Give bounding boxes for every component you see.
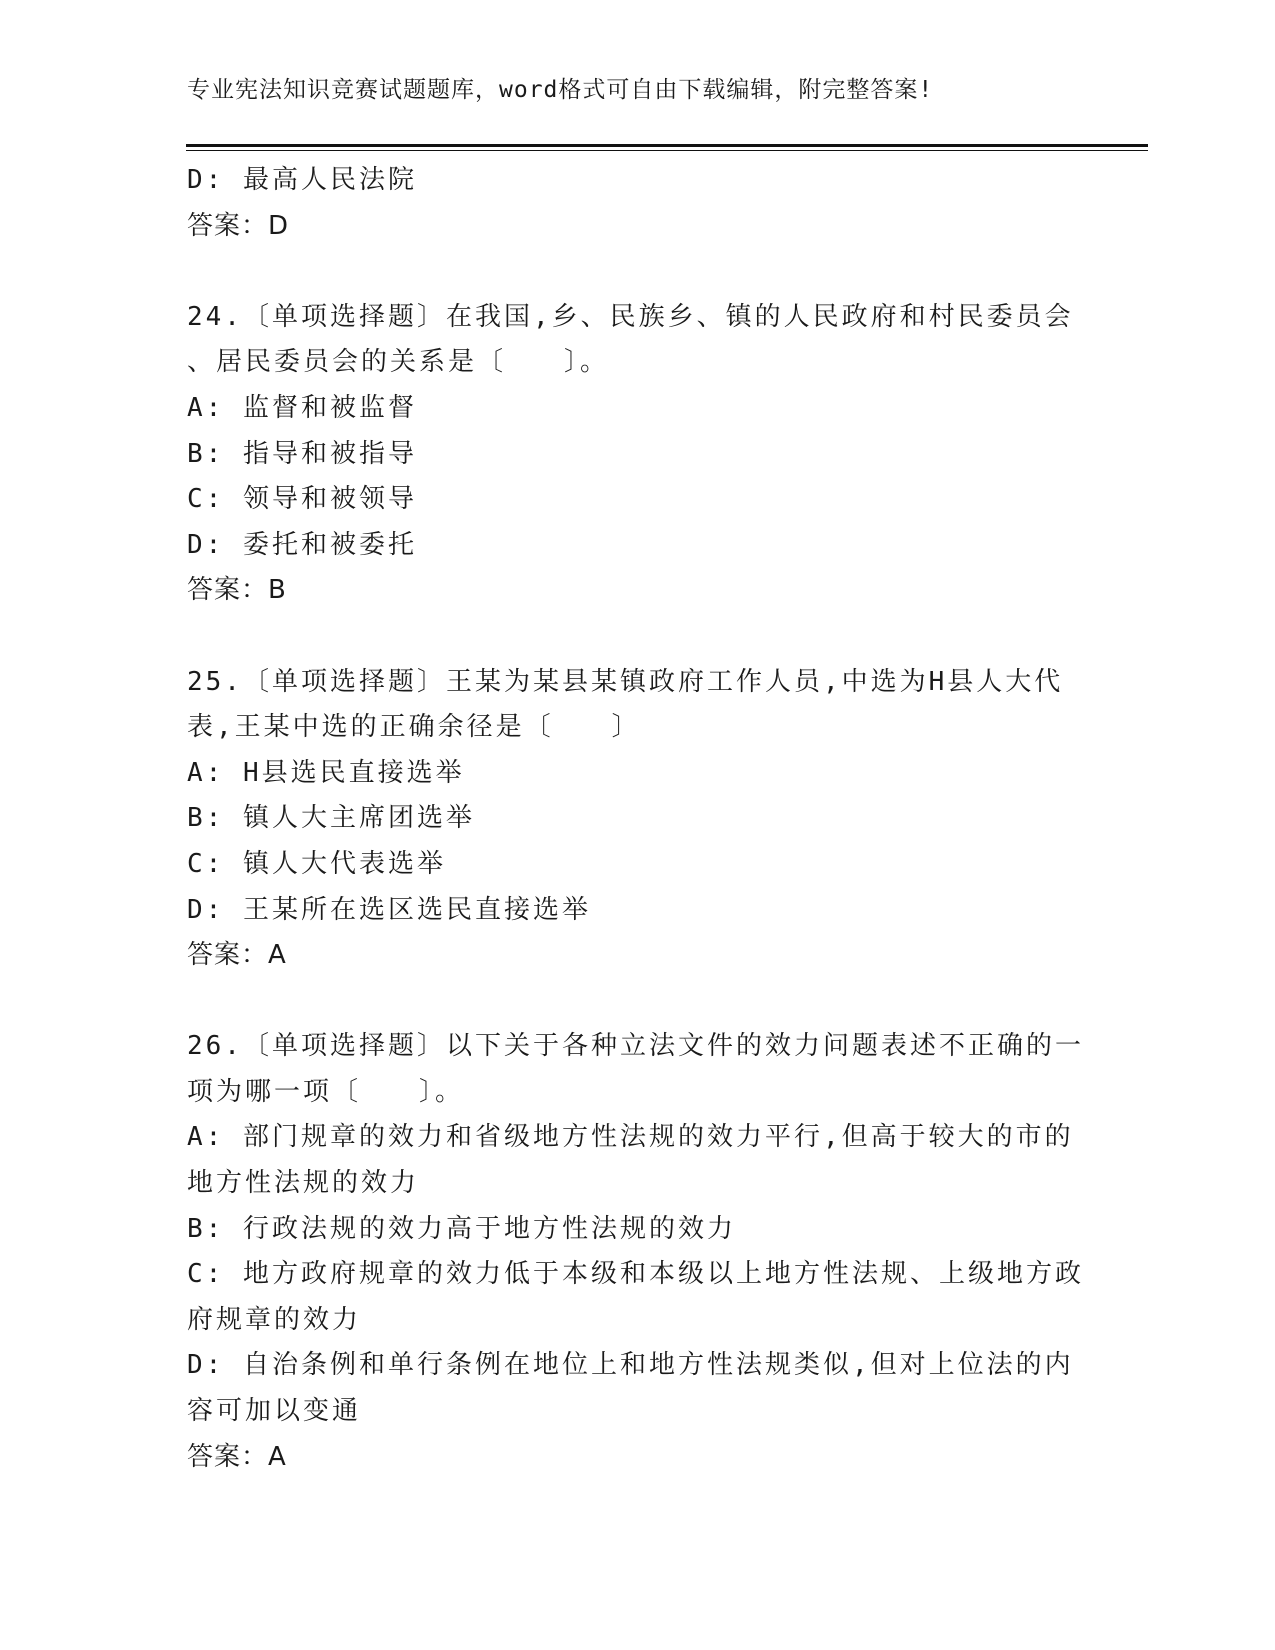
option-d: D: 王某所在选区选民直接选举 [187,894,591,925]
question-24 [187,295,1087,614]
question-stem-line: 、居民委员会的关系是〔 〕。 [187,347,610,378]
spacer [187,979,1087,1025]
option-a-continued: 地方性法规的效力 [187,1168,420,1199]
question-stem-line: 表,王某中选的正确余径是〔 〕 [187,712,641,743]
prev-option-d: D: 最高人民法院 [187,165,417,195]
answer: 答案：B [187,575,287,606]
option-d: D: 自治条例和单行条例在地位上和地方性法规类似,但对上位法的内 [187,1350,1074,1381]
option-d: D: 委托和被委托 [187,529,417,560]
question-stem-line: 项为哪一项〔 〕。 [187,1076,465,1107]
option-b: B: 行政法规的效力高于地方性法规的效力 [187,1213,736,1244]
option-b: B: 指导和被指导 [187,438,417,469]
option-a: A: 部门规章的效力和省级地方性法规的效力平行,但高于较大的市的 [187,1122,1074,1153]
option-b: B: 镇人大主席团选举 [187,803,475,834]
page-header: 专业宪法知识竞赛试题题库，word格式可自由下载编辑，附完整答案! [187,77,934,103]
question-stem-line: 25.〔单项选择题〕王某为某县某镇政府工作人员,中选为H县人大代 [187,666,1064,697]
answer: 答案：A [187,1441,287,1472]
document-body [187,158,1087,1480]
option-a: A: H县选民直接选举 [187,757,465,788]
option-a: A: 监督和被监督 [187,392,417,423]
header-rule-thick [186,144,1148,147]
question-stem-line: 24.〔单项选择题〕在我国,乡、民族乡、镇的人民政府和村民委员会 [187,301,1074,332]
answer: 答案：A [187,940,287,971]
prev-answer: 答案：D [187,210,290,241]
option-d-continued: 容可加以变通 [187,1396,362,1427]
option-c: C: 领导和被领导 [187,484,417,515]
spacer [187,614,1087,660]
question-26 [187,1024,1087,1480]
question-stem-line: 26.〔单项选择题〕以下关于各种立法文件的效力问题表述不正确的一 [187,1031,1084,1062]
spacer [187,249,1087,295]
option-c-continued: 府规章的效力 [187,1304,362,1335]
header-rule-thin [186,150,1148,151]
option-c: C: 地方政府规章的效力低于本级和本级以上地方性法规、上级地方政 [187,1259,1084,1290]
question-25 [187,660,1087,979]
option-c: C: 镇人大代表选举 [187,848,446,879]
